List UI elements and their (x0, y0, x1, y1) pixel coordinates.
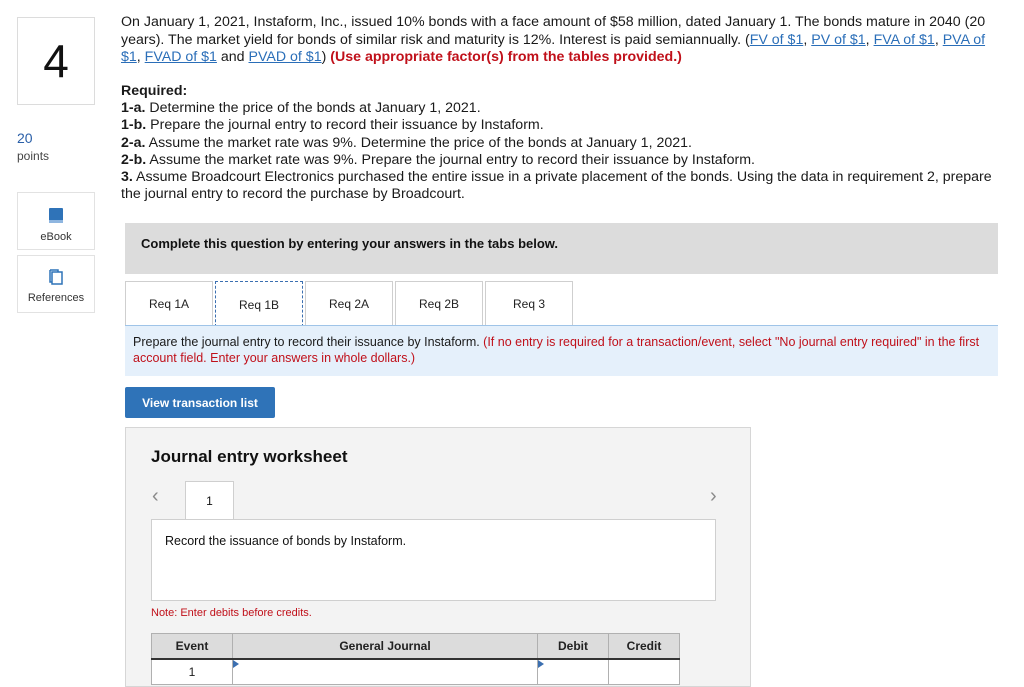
entry-description: Record the issuance of bonds by Instaform. (151, 519, 716, 601)
references-label: References (27, 292, 85, 304)
book-icon (47, 207, 65, 225)
column-header-credit: Credit (609, 634, 680, 660)
table-row (152, 659, 680, 685)
tab-req-2b[interactable]: Req 2B (395, 281, 483, 326)
credit-input[interactable] (609, 659, 680, 685)
required-item: 1-b. Prepare the journal entry to record their issuance by Instaform. (121, 117, 544, 134)
link-fva[interactable]: FVA of $1 (873, 31, 935, 48)
required-heading: Required: (121, 83, 188, 99)
column-header-event: Event (152, 634, 233, 660)
tab-prompt: Prepare the journal entry to record their issuance by Instaform. (If no entry is required for a transaction/event, select "No journal entry required" in the first account field. Enter your answers in whole dollars.) (125, 326, 998, 376)
ebook-button[interactable] (17, 192, 95, 250)
debit-input[interactable] (538, 659, 609, 685)
required-item: 2-b. Assume the market rate was 9%. Prepare the journal entry to record their issuance by Instaform. (121, 151, 756, 168)
points-value: 20 (17, 130, 33, 146)
required-section (121, 83, 1001, 203)
required-item: 2-a. Assume the market rate was 9%. Determine the price of the bonds at January 1, 2021. (121, 134, 692, 151)
chevron-right-icon[interactable]: › (710, 485, 717, 507)
tab-req-2a[interactable]: Req 2A (305, 281, 393, 326)
worksheet-title: Journal entry worksheet (151, 447, 348, 466)
caret-icon (233, 660, 239, 668)
event-cell: 1 (152, 659, 233, 685)
ebook-label: eBook (40, 231, 72, 243)
link-pv[interactable]: PV of $1 (811, 31, 866, 48)
prompt-note: (If no entry is required for a transaction/event, select "No journal entry required" in the first account field. Enter your answers in whole dollars.) (133, 335, 980, 365)
journal-table (151, 633, 680, 685)
references-icon (47, 268, 65, 286)
link-pvad[interactable]: PVAD of $1 (248, 49, 322, 65)
emphasis-text: (Use appropriate factor(s) from the tables provided.) (330, 49, 682, 65)
tab-req-1a[interactable]: Req 1A (125, 281, 213, 326)
instructions-banner: Complete this question by entering your answers in the tabs below. (125, 223, 998, 274)
required-item: 1-a. Determine the price of the bonds at January 1, 2021. (121, 100, 481, 117)
required-item: 3. Assume Broadcourt Electronics purchased the entire issue in a private placement of the bonds. Using the data in requirement 2, prepare the journal entry to record the purchase by Broadcourt. (121, 169, 992, 203)
question-number-box (17, 17, 95, 105)
tab-req-1b[interactable]: Req 1B (215, 281, 303, 327)
points-label: points (17, 149, 50, 163)
column-header-debit: Debit (538, 634, 609, 660)
tab-req-3[interactable]: Req 3 (485, 281, 573, 326)
link-fv[interactable]: FV of $1 (749, 31, 804, 48)
entry-tab-1[interactable]: 1 (185, 481, 234, 520)
question-number: 4 (43, 35, 69, 87)
column-header-general-journal: General Journal (233, 634, 538, 660)
account-select[interactable] (233, 659, 538, 685)
entry-note: Note: Enter debits before credits. (151, 607, 312, 619)
caret-icon (538, 660, 544, 668)
view-transaction-list-button[interactable]: View transaction list (125, 387, 275, 418)
link-fvad[interactable]: FVAD of $1 (144, 49, 217, 65)
question-text: On January 1, 2021, Instaform, Inc., issued 10% bonds with a face amount of $58 million, dated January 1. The bonds mature in 2040 (20 years). The market yield for bonds of similar risk and maturity is 12%. Interest is paid semiannually. (FV of $1, PV of $1, FVA of $1, PVA of $1, FVAD of $1 and PVAD of $1) (Use appropriate factor(s) from the tables provided.) (121, 14, 986, 65)
chevron-left-icon[interactable]: ‹ (152, 485, 159, 507)
requirement-tabs (125, 281, 575, 326)
references-button[interactable] (17, 255, 95, 313)
link-pva[interactable]: PVA of $1 (121, 31, 986, 65)
